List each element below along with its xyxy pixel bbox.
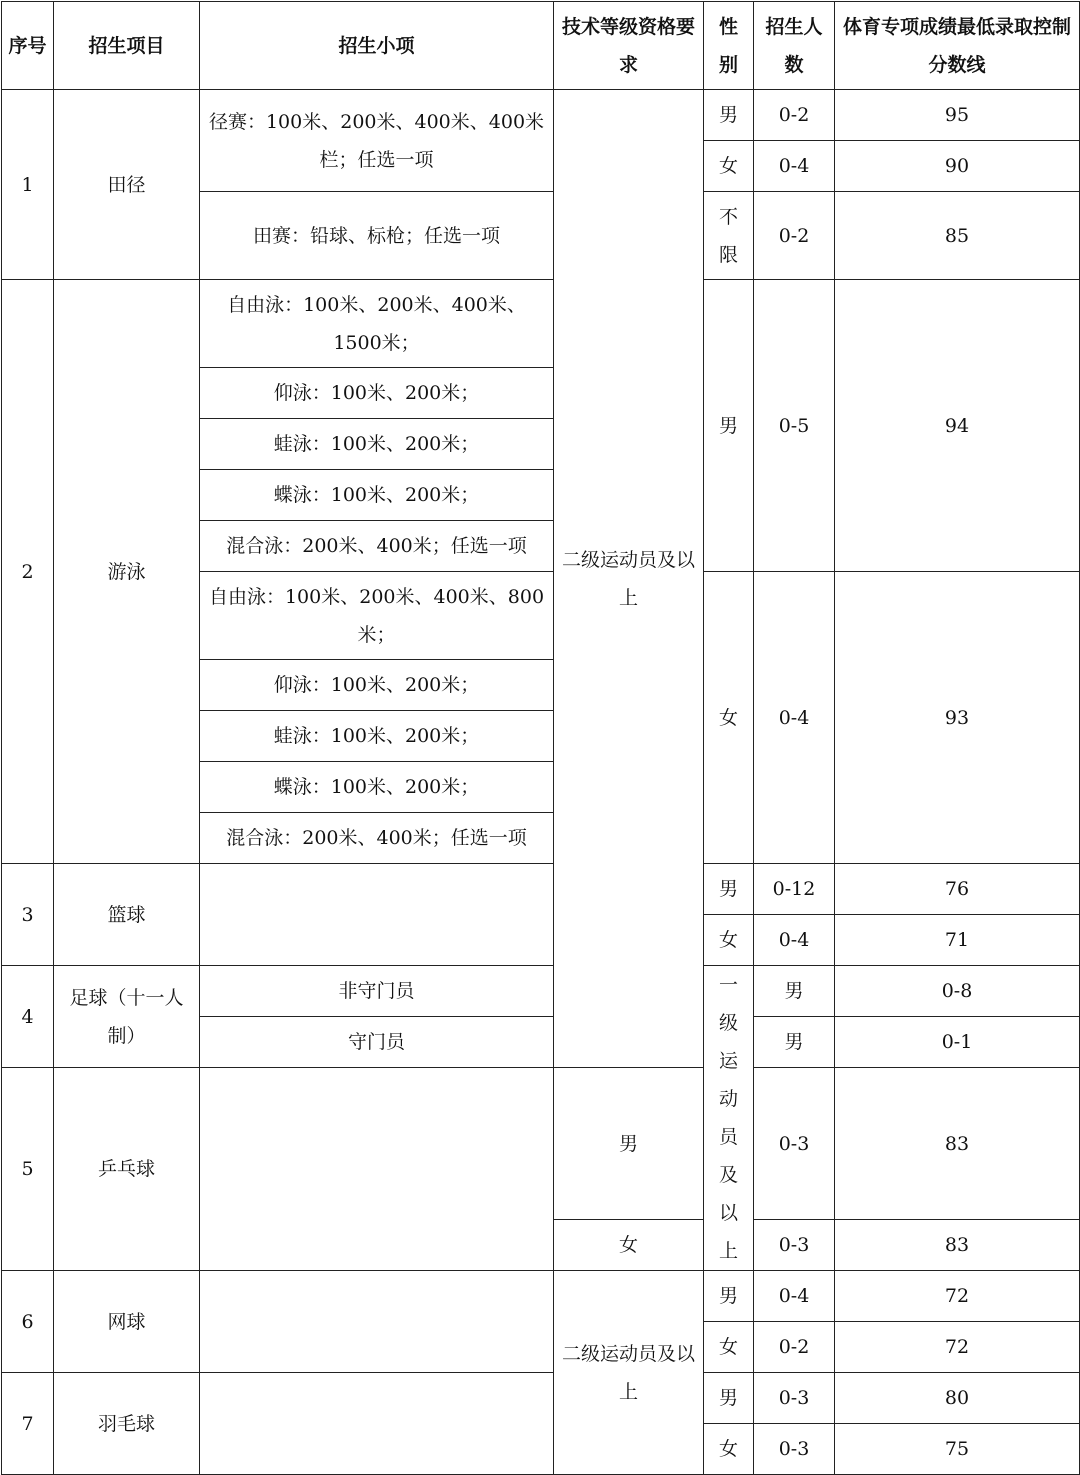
row-gender: 女: [554, 1220, 704, 1271]
header-level: 技术等级资格要求: [554, 2, 704, 90]
table-row: [2, 864, 1080, 915]
row-subitem: [200, 864, 554, 966]
row-score: 72: [835, 1322, 1080, 1373]
row-score: 83: [835, 1068, 1080, 1220]
row-count: 0-2: [754, 192, 835, 280]
row-gender: 男: [754, 1017, 835, 1068]
row-project: 篮球: [54, 864, 200, 966]
header-gender: 性别: [704, 2, 754, 90]
row-subitem: 自由泳：100米、200米、400米、800米；: [200, 572, 554, 660]
row-gender: 女: [704, 572, 754, 864]
row-gender: 男: [754, 966, 835, 1017]
row-level: 二级运动员及以上: [554, 90, 704, 1068]
row-count: 0-1: [835, 1017, 1080, 1068]
header-score: 体育专项成绩最低录取控制分数线: [835, 2, 1080, 90]
row-project: 羽毛球: [54, 1373, 200, 1475]
table-row: [2, 90, 1080, 141]
row-score: 93: [835, 572, 1080, 864]
row-score: 80: [835, 1373, 1080, 1424]
row-count: 0-4: [754, 141, 835, 192]
row-count: 0-5: [754, 280, 835, 572]
row-gender: 男: [704, 1373, 754, 1424]
row-subitem: 仰泳：100米、200米；: [200, 660, 554, 711]
row-score: 76: [835, 864, 1080, 915]
table-row: [2, 966, 1080, 1017]
row-count: 0-4: [754, 572, 835, 864]
row-gender: 男: [704, 864, 754, 915]
row-subitem: [200, 1271, 554, 1373]
table-row: [2, 1271, 1080, 1322]
row-gender: 不限: [704, 192, 754, 280]
row-subitem: [200, 1068, 554, 1271]
row-seq: 2: [2, 280, 54, 864]
header-project: 招生项目: [54, 2, 200, 90]
row-gender: 男: [704, 90, 754, 141]
row-gender: 女: [704, 1424, 754, 1475]
row-subitem: 蛙泳：100米、200米；: [200, 419, 554, 470]
row-gender: 女: [704, 915, 754, 966]
row-level: 一级运动员及以上: [704, 966, 754, 1271]
row-count: 0-3: [754, 1068, 835, 1220]
table-row: [2, 1068, 1080, 1220]
row-subitem: 蝶泳：100米、200米；: [200, 762, 554, 813]
row-count: 0-3: [754, 1220, 835, 1271]
row-count: 0-2: [754, 1322, 835, 1373]
row-score: 90: [835, 141, 1080, 192]
row-subitem: 田赛：铅球、标枪；任选一项: [200, 192, 554, 280]
table-row: [2, 1373, 1080, 1424]
header-count: 招生人数: [754, 2, 835, 90]
row-project: 网球: [54, 1271, 200, 1373]
row-gender: 男: [704, 280, 754, 572]
header-subitem: 招生小项: [200, 2, 554, 90]
row-subitem: 混合泳：200米、400米；任选一项: [200, 813, 554, 864]
row-count: 0-3: [754, 1373, 835, 1424]
row-score: 83: [835, 1220, 1080, 1271]
row-project: 田径: [54, 90, 200, 280]
row-score: 85: [835, 192, 1080, 280]
row-count: 0-3: [754, 1424, 835, 1475]
admission-table: [1, 1, 1080, 1475]
row-seq: 1: [2, 90, 54, 280]
row-gender: 男: [704, 1271, 754, 1322]
header-seq: 序号: [2, 2, 54, 90]
row-seq: 3: [2, 864, 54, 966]
row-gender: 女: [704, 141, 754, 192]
row-score: 94: [835, 280, 1080, 572]
table-row: [2, 280, 1080, 368]
row-score: 75: [835, 1424, 1080, 1475]
row-gender: 男: [554, 1068, 704, 1220]
row-score: 71: [835, 915, 1080, 966]
row-subitem: 蝶泳：100米、200米；: [200, 470, 554, 521]
row-count: 0-8: [835, 966, 1080, 1017]
row-seq: 7: [2, 1373, 54, 1475]
row-subitem: 径赛：100米、200米、400米、400米栏；任选一项: [200, 90, 554, 192]
row-count: 0-4: [754, 915, 835, 966]
row-seq: 4: [2, 966, 54, 1068]
row-subitem: 蛙泳：100米、200米；: [200, 711, 554, 762]
row-count: 0-2: [754, 90, 835, 141]
row-seq: 5: [2, 1068, 54, 1271]
row-seq: 6: [2, 1271, 54, 1373]
header-row: [2, 2, 1080, 90]
row-subitem: 非守门员: [200, 966, 554, 1017]
row-subitem: [200, 1373, 554, 1475]
row-subitem: 混合泳：200米、400米；任选一项: [200, 521, 554, 572]
row-project: 乒乓球: [54, 1068, 200, 1271]
row-gender: 女: [704, 1322, 754, 1373]
row-subitem: 仰泳：100米、200米；: [200, 368, 554, 419]
row-score: 95: [835, 90, 1080, 141]
row-count: 0-4: [754, 1271, 835, 1322]
row-count: 0-12: [754, 864, 835, 915]
row-subitem: 守门员: [200, 1017, 554, 1068]
row-project: 游泳: [54, 280, 200, 864]
row-project: 足球（十一人制）: [54, 966, 200, 1068]
row-score: 72: [835, 1271, 1080, 1322]
row-level: 二级运动员及以上: [554, 1271, 704, 1475]
row-subitem: 自由泳：100米、200米、400米、1500米；: [200, 280, 554, 368]
